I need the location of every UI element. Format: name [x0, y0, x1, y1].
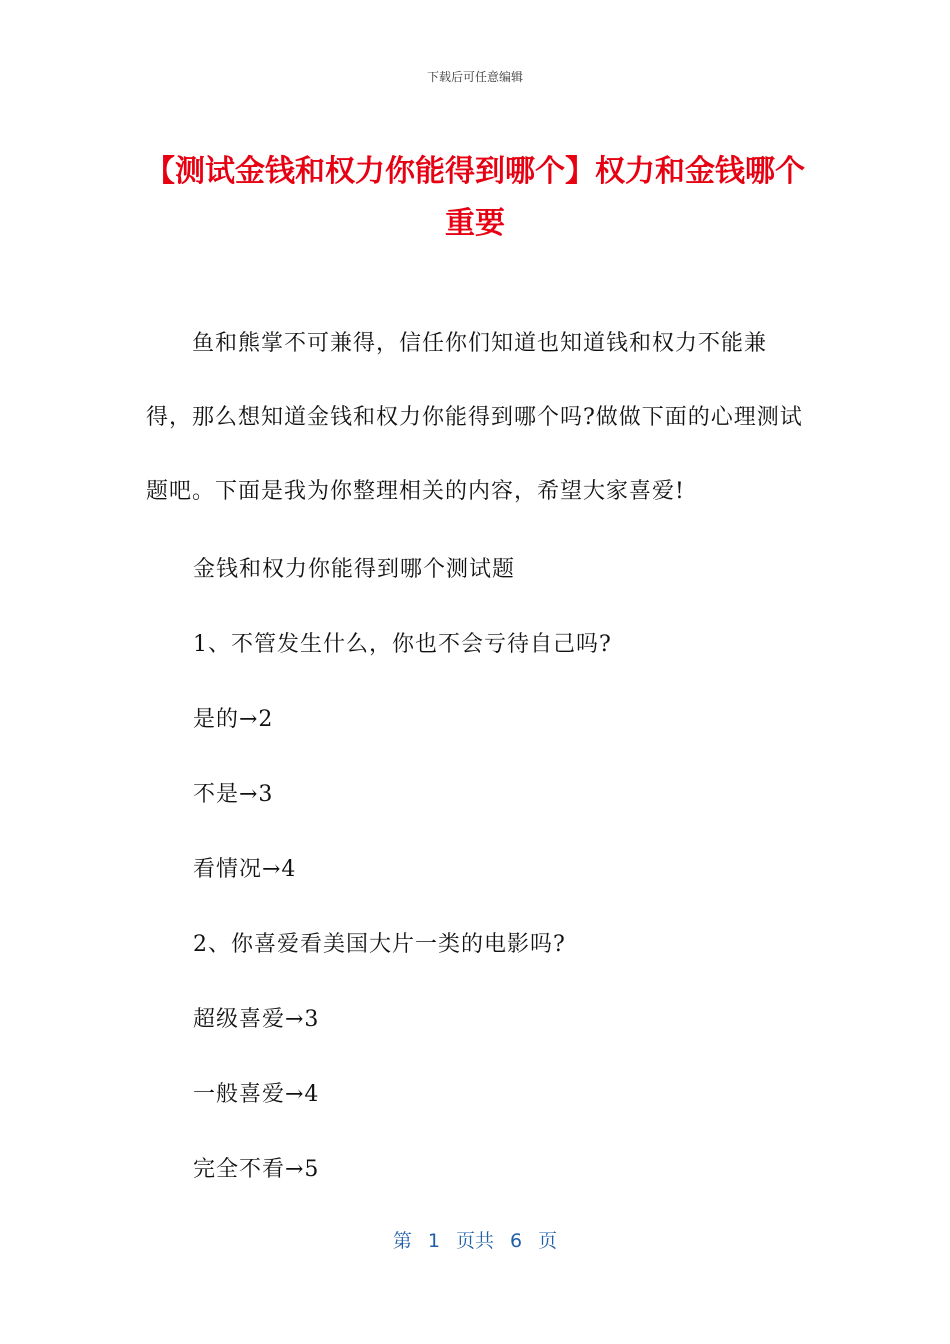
document-title: 【测试金钱和权力你能得到哪个】权力和金钱哪个重要	[145, 154, 805, 241]
quiz-heading: 金钱和权力你能得到哪个测试题	[193, 557, 516, 582]
answer-option: 一般喜爱→4	[193, 1082, 320, 1107]
page-footer: 第 1 页共 6 页	[392, 1230, 558, 1252]
answer-option: 看情况→4	[193, 857, 297, 882]
question-1: 1、不管发生什么，你也不会亏待自己吗?	[193, 632, 612, 657]
answer-option: 超级喜爱→3	[193, 1007, 320, 1032]
answer-option: 完全不看→5	[193, 1157, 320, 1182]
intro-paragraph: 鱼和熊掌不可兼得，信任你们知道也知道钱和权力不能兼得，那么想知道金钱和权力你能得到哪个吗?做做下面的心理测试题吧。下面是我为你整理相关的内容，希望大家喜爱!	[146, 331, 803, 504]
answer-option: 是的→2	[193, 707, 274, 732]
page-header-note: 下载后可任意编辑	[426, 70, 523, 84]
answer-option: 不是→3	[193, 782, 274, 807]
question-2: 2、你喜爱看美国大片一类的电影吗?	[193, 932, 566, 957]
